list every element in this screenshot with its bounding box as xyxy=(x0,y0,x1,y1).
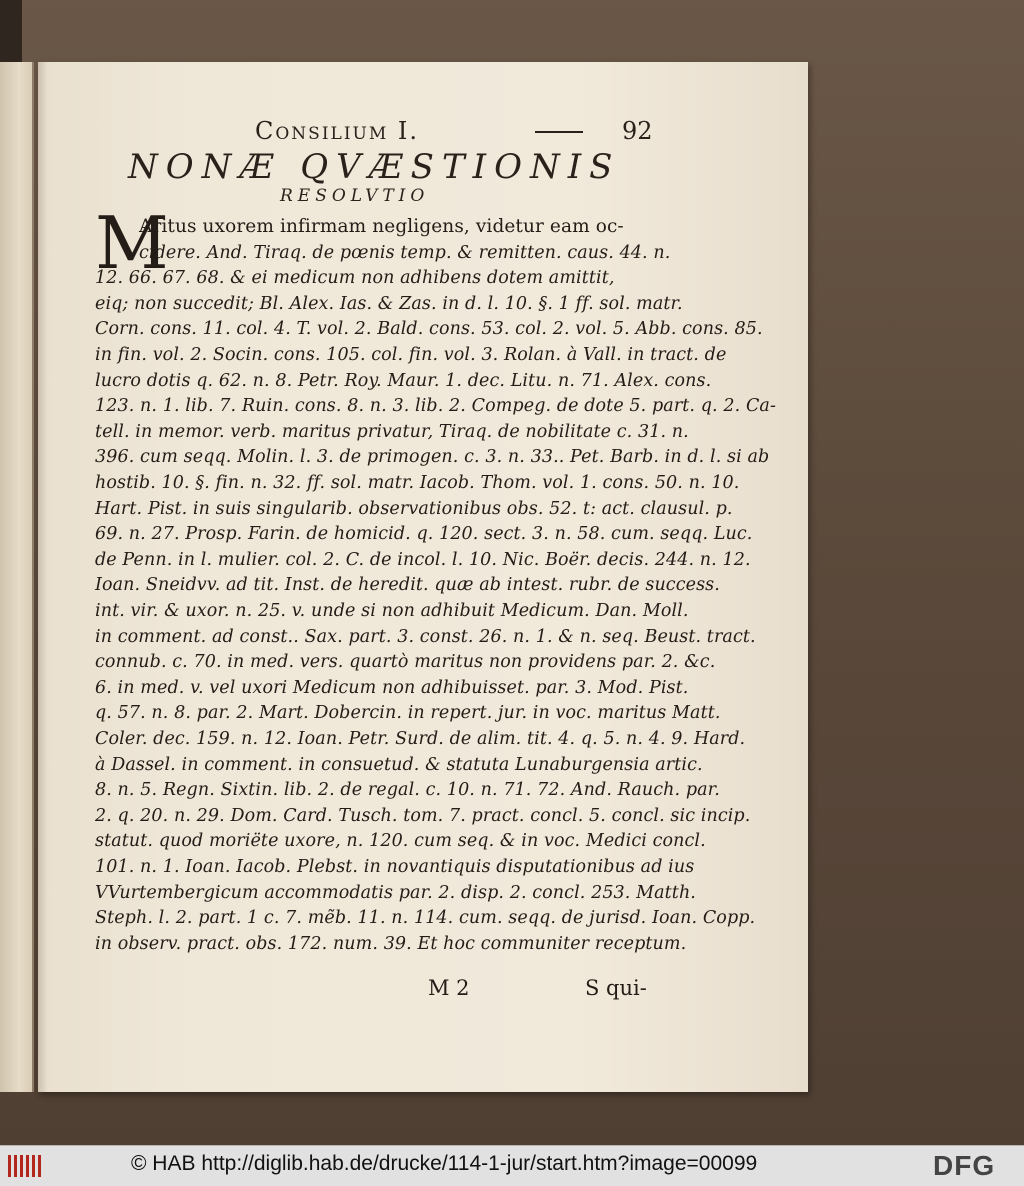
text-line: cidere. And. Tiraq. de pœnis temp. & remitten. caus. 44. n. xyxy=(139,242,671,263)
text-line: Steph. l. 2. part. 1 c. 7. mẽb. 11. n. 114. cum. seqq. de jurisd. Ioan. Copp. xyxy=(95,908,756,929)
section-subtitle: RESOLVTIO xyxy=(280,186,430,206)
text-line: in fin. vol. 2. Socin. cons. 105. col. fin. vol. 3. Rolan. à Vall. in tract. de xyxy=(95,345,727,365)
text-line: eiq; non succedit; Bl. Alex. Ias. & Zas. in d. l. 10. §. 1 ff. sol. matr. xyxy=(95,293,683,314)
scan-edge-shadow xyxy=(0,0,22,70)
text-line: Corn. cons. 11. col. 4. T. vol. 2. Bald. cons. 53. col. 2. vol. 5. Abb. cons. 85. xyxy=(95,319,763,340)
signature-mark: M 2 xyxy=(428,976,470,1000)
text-line: Coler. dec. 159. n. 12. Ioan. Petr. Surd. de alim. tit. 4. q. 5. n. 4. 9. Hard. xyxy=(95,729,746,749)
text-line: int. vir. & uxor. n. 25. v. unde si non adhibuit Medicum. Dan. Moll. xyxy=(95,601,689,621)
text-line: hostib. 10. §. fin. n. 32. ff. sol. matr. Iacob. Thom. vol. 1. cons. 50. n. 10. xyxy=(95,473,740,493)
text-line: 8. n. 5. Regn. Sixtin. lib. 2. de regal. c. 10. n. 71. 72. And. Rauch. par. xyxy=(95,780,720,801)
text-line: lucro dotis q. 62. n. 8. Petr. Roy. Maur. 1. dec. Litu. n. 71. Alex. cons. xyxy=(95,370,712,391)
text-line: tell. in memor. verb. maritus privatur, Tiraq. de nobilitate c. 31. n. xyxy=(95,421,689,442)
text-line: 396. cum seqq. Molin. l. 3. de primogen. c. 3. n. 33.. Pet. Barb. in d. l. si ab xyxy=(95,447,770,468)
footer-bar xyxy=(0,1145,1024,1186)
text-line: 12. 66. 67. 68. & ei medicum non adhibens dotem amittit, xyxy=(95,268,615,289)
facing-page-edge xyxy=(0,62,34,1092)
page-gutter-shadow xyxy=(38,62,48,1092)
text-line: 101. n. 1. Ioan. Iacob. Plebst. in novantiquis disputationibus ad ius xyxy=(95,857,695,877)
folio-number: 92 xyxy=(622,117,653,145)
text-line: 69. n. 27. Prosp. Farin. de homicid. q. 120. sect. 3. n. 58. cum. seqq. Luc. xyxy=(95,524,753,545)
body-text xyxy=(95,201,776,972)
text-line: VVurtembergicum accommodatis par. 2. disp. 2. concl. 253. Matth. xyxy=(95,882,696,903)
section-title: NONÆ QVÆSTIONIS xyxy=(128,147,621,187)
text-line: Aritus uxorem infirmam negligens, videtur eam oc- xyxy=(139,216,624,237)
running-title: Consilium I. xyxy=(255,117,420,145)
head-rule xyxy=(535,131,583,133)
text-line: q. 57. n. 8. par. 2. Mart. Dobercin. in repert. jur. in voc. maritus Matt. xyxy=(95,703,721,724)
running-head xyxy=(255,117,675,147)
text-line: 123. n. 1. lib. 7. Ruin. cons. 8. n. 3. lib. 2. Compeg. de dote 5. part. q. 2. Ca- xyxy=(95,396,776,417)
catchword: S qui- xyxy=(585,976,647,1000)
text-line: connub. c. 70. in med. vers. quartò maritus non providens par. 2. &c. xyxy=(95,652,716,673)
text-line: Ioan. Sneidvv. ad tit. Inst. de heredit. quæ ab intest. rubr. de success. xyxy=(95,575,720,596)
text-line: de Penn. in l. mulier. col. 2. C. de incol. l. 10. Nic. Boër. decis. 244. n. 12. xyxy=(95,549,751,570)
copyright-url[interactable]: © HAB http://diglib.hab.de/drucke/114-1-jur/start.htm?image=00099 xyxy=(131,1152,758,1175)
text-line: à Dassel. in comment. in consuetud. & statuta Lunaburgensia artic. xyxy=(95,754,703,775)
dfg-logo: DFG xyxy=(933,1150,996,1181)
text-line: 2. q. 20. n. 29. Dom. Card. Tusch. tom. 7. pract. concl. 5. concl. sic incip. xyxy=(95,805,751,826)
text-line: 6. in med. v. vel uxori Medicum non adhibuisset. par. 3. Mod. Pist. xyxy=(95,677,689,698)
text-line: in observ. pract. obs. 172. num. 39. Et hoc communiter receptum. xyxy=(95,933,687,954)
text-line: in comment. ad const.. Sax. part. 3. const. 26. n. 1. & n. seq. Beust. tract. xyxy=(95,626,756,647)
text-line: Hart. Pist. in suis singularib. observationibus obs. 52. t: act. clausul. p. xyxy=(95,498,733,519)
text-line: statut. quod moriëte uxore, n. 120. cum seq. & in voc. Medici concl. xyxy=(95,831,706,852)
hab-logo-icon xyxy=(6,1151,46,1181)
drop-capital: M xyxy=(95,201,169,285)
